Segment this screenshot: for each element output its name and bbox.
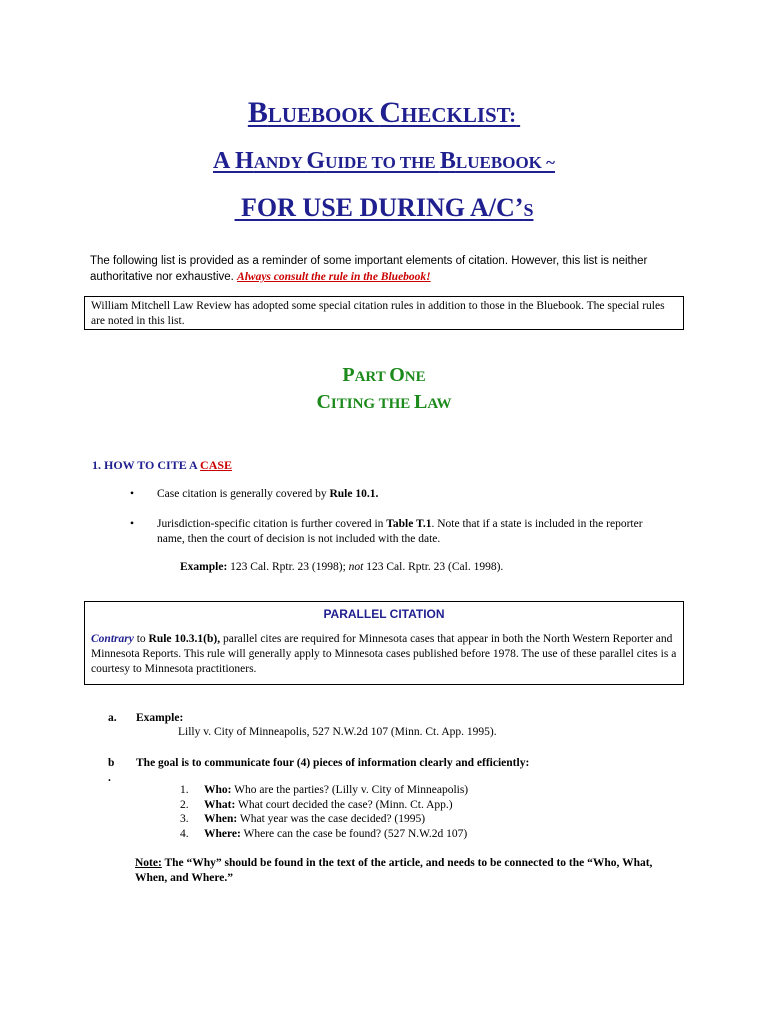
title-text: LUEBOOK — [267, 103, 380, 127]
note-paragraph: Note: The “Why” should be found in the text of the article, and needs to be connected to the “Who, What, When, and Where.” — [135, 857, 653, 884]
title-line-3 — [0, 193, 768, 223]
title-text: ANDY — [253, 153, 307, 172]
title-text: S — [523, 200, 534, 220]
special-rules-text: William Mitchell Law Review has adopted some special citation rules in addition to those in the Bluebook. The special rules are noted in this list. — [91, 300, 665, 327]
title-initial: A — [213, 148, 236, 174]
bullet-icon: • — [130, 488, 135, 500]
example-line: Example: 123 Cal. Rptr. 23 (1998); not 123 Cal. Rptr. 23 (Cal. 1998). — [180, 561, 504, 573]
title-initial: B — [439, 148, 456, 174]
title-line-2 — [0, 148, 768, 175]
title-text: LUEBOOK ~ — [455, 153, 555, 172]
title-text: FOR USE DURING A/C’ — [241, 193, 524, 222]
bullet-icon: • — [130, 518, 135, 530]
intro-emphasis: Always consult the rule in the Bluebook! — [237, 271, 431, 283]
title-text: HECKLIST: — [400, 103, 517, 127]
parallel-citation-text: Contrary to Rule 10.3.1(b), parallel cites are required for Minnesota cases that appear in both the North Western Reporter and Minnesota Reports. This rule will generally apply to Minnesota cases published before 1978. The use of these parallel cites is a courtesy to Minnesota practitioners. — [91, 633, 677, 675]
intro-paragraph — [90, 253, 690, 285]
section-heading-cite-case: 1. HOW TO CITE A CASE — [92, 458, 233, 472]
title-initial: B — [247, 96, 268, 129]
document-page: BLUEBOOK CHECKLIST: A HANDY GUIDE TO THE BLUEBOOK ~ FOR USE DURING A/C’S The following list is provided as a reminder of some important elements of citation. However, this list is neither authoritative nor exhaustive. Always consult the rule in the Bluebook! William Mitchell Law Review has adopted some special citation rules in addition to those in the Bluebook. The special rules are noted in this list. PART ONE CITING THE LAW 1. HOW TO CITE A CASE • Case citation is generally covered by Rule 10.1. • Jurisdiction-specific citation is further covered in Table T.1. Note that if a state is included in the reporter name, then the court of decision is not included with the date. Example: 123 Cal. Rptr. 23 (1998); not 123 Cal. Rptr. 23 (Cal. 1998). PARALLEL CITATION Contrary to Rule 10.3.1(b), parallel cites are required for Minnesota cases that appear in both the North Western Reporter and Minnesota Reports. This rule will generally apply to Minnesota cases published before 1978. The use of these parallel cites is a courtesy to Minnesota practitioners. a. Example: Lilly v. City of Minneapolis, 527 N.W.2d 107 (Minn. Ct. App. 1995). b . The goal is to communicate four (4) pieces of information clearly and efficiently: 1. Who: Who are the parties? (Lilly v. City of Minneapolis) 2. What: What court decided the case? (Minn. Ct. App.) 3. When: What year was the case decided? (1995) 4. Where: Where can the case be found? (527 N.W.2d 107) Note: The “Why” should be found in the text of the article, and needs to be connected to the “Who, What, When, and Where.” — [0, 0, 768, 1024]
citing-the-law-heading: CITING THE LAW — [316, 391, 452, 413]
title-initial: G — [306, 148, 326, 174]
parallel-citation-box — [84, 601, 684, 685]
title-text: UIDE TO THE — [325, 153, 440, 172]
title-initial: C — [379, 96, 401, 129]
special-rules-box — [84, 296, 684, 330]
intro-text: The following list is provided as a reminder of some important elements of citation. However, this list is neither authoritative nor exhaustive. — [90, 255, 648, 283]
title-initial: H — [235, 148, 254, 174]
parallel-citation-title: PARALLEL CITATION — [323, 607, 445, 621]
part-one-heading: PART ONE — [342, 364, 426, 386]
title-line-1 — [0, 96, 768, 130]
